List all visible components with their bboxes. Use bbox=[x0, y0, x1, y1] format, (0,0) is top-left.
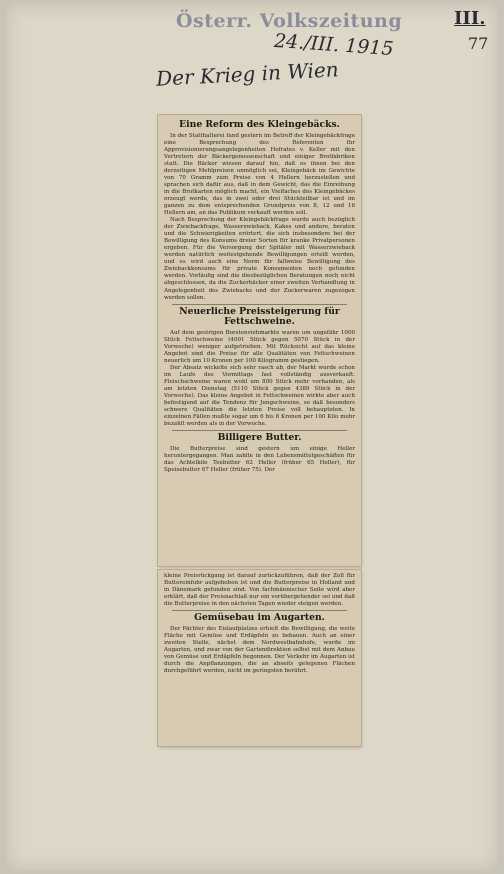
handwritten-date: 24./III. 1915 bbox=[273, 29, 395, 61]
divider bbox=[172, 304, 347, 305]
article-paragraph: Nach Besprechung der Kleingebäckfrage wurde auch bezüglich der Zwiebackfrage, Wasserzwieback, Kakes und andere, beraten und die Schwierigkeiten erörtert, die sich insbesondere bei der Bewilligung des Konsums dreier Sorten für kranke Privatpersonen ergeben. Für die Versorgung der Spitäler mit Wasserzwieback werden natürlich weitestgehende Bewilligungen erteilt werden, und es wird auch eine Norm für fallweise Bewilligung des Zwiebackkonsums für private Konsumenten noch gefunden werden. Vorläufig sind die diesbezüglichen Beratungen noch nicht abgeschlossen, da die Zuckerbäcker einer zweiten Verhandlung in Angelegenheit des Zwiebacks und der Zuckerwaren zugezogen werden sollen. bbox=[164, 217, 355, 301]
newspaper-clipping-1 bbox=[158, 115, 361, 566]
divider bbox=[172, 430, 347, 431]
newspaper-masthead-stamp: Österr. Volkszeitung bbox=[176, 10, 403, 32]
newspaper-clipping-2 bbox=[158, 570, 361, 746]
handwritten-note: Der Krieg in Wien bbox=[155, 57, 340, 91]
article-paragraph: Der Pächter des Eislaufplatzes erhielt die Bewilligung, die weite Fläche mit Gemüse und Erdäpfeln zu bebauen. Auch an einer zweiten Stelle, nächst dem Nordwestbahnhofe, wurde im Augarten, und zwar von der Gartendirektion selbst mit dem Anbau von Gemüse und Erdäpfeln begonnen. Der Verkehr im Augarten ist durch die Anpflanzungen, die an abseits gelegenen Flächen durchgeführt werden, nicht im geringsten berührt. bbox=[164, 625, 355, 675]
article-paragraph: Die Butterpreise sind gestern um einige Heller heruntergegangen. Man zahlte in den Lebensmittelgeschäften für das Achtelkilo Teebutter 62 Heller (früher 65 Heller), für Speisebutter 67 Heller (früher 75). Der bbox=[164, 445, 355, 473]
article-paragraph: kleine Preisrückgang ist darauf zurückzuführen, daß der Zoll für Buttereinfuhr aufgehoben ist und die Butterpreise in Holland und in Dänemark gefunden sind. Von fachmännischer Seite wird aber erklärt, daß der Preisnachlaß nur ein vorübergehender sei und daß die Butterpreise in den nächsten Tagen wieder steigen werden. bbox=[164, 573, 355, 608]
article-title-augarten: Gemüsebau im Augarten. bbox=[194, 612, 325, 624]
article-paragraph: Der Absatz wickelte sich sehr rasch ab, der Markt wurde schon im Laufe des Vormittags fast vollständig ausverkauft. Fleischschweine waren wohl um 800 Stück mehr vorhanden, als am letzten Dienstag (5110 Stück gegen 4389 Stück in der Vorwoche). Das kleine Angebot in Fettschweinen wirkte aber auch befestigend auf die Tendenz für Jungschweine, so daß besonders schwere Qualitäten die letzten Preise voll behaupteten. In einzelnen Fällen mußte sogar um 6 bis 8 Kronen per 100 Kilo mehr bezahlt werden als in der Vorwoche. bbox=[164, 364, 355, 428]
divider bbox=[172, 610, 347, 611]
article-title-butter: Billigere Butter. bbox=[217, 432, 302, 444]
article-title-fettschweine: Neuerliche Preissteigerung für Fettschweine. bbox=[179, 305, 340, 328]
article-title-kleingebaeck: Eine Reform des Kleingebäcks. bbox=[179, 119, 340, 130]
page-number: 77 bbox=[468, 34, 489, 53]
volume-mark: III. bbox=[454, 8, 486, 29]
article-paragraph: Auf dem gestrigen Borstenviehmarkte waren um ungefähr 1000 Stück Fettschweine (4001 Stück gegen 5070 Stück in der Vorwoche) weniger aufgetrieben. Mit Rücksicht auf das kleine Angebot sind die Preise für alle Qualitäten von Fettschweinen neuerlich um 10 Kronen per 100 Kilogramm gestiegen. bbox=[164, 329, 355, 364]
archive-sheet bbox=[6, 4, 498, 870]
article-paragraph: In der Statthalterei fand gestern im Betreff der Kleingebäckfrage eine Besprechung des Referenten für Approvisionierungsangelegenheiten Hofrates v. Keller mit den Vertretern der Bäckergenossenschaft und einiger Brotfabriken statt. Die Bäcker wiesen darauf hin, daß es ihnen bei den derzeitigen Mehlpreisen unmöglich sei, Kleingebäck im Gewichte von 70 Gramm zum Preise von 4 Hellern herzustellen und sprachen sich dafür aus, daß in dem Gewicht, das die Einreihung in die Brotkarten möglich macht, ein Vielfaches des Kleingebäckes erzeugt werde, das in zwei oder drei Stückteilbar ist und im ganzen zu dem entsprechenden Grundpreis von 8, 12 und 16 Hellern am, an das Publikum verkauft werden soll. bbox=[164, 132, 355, 217]
